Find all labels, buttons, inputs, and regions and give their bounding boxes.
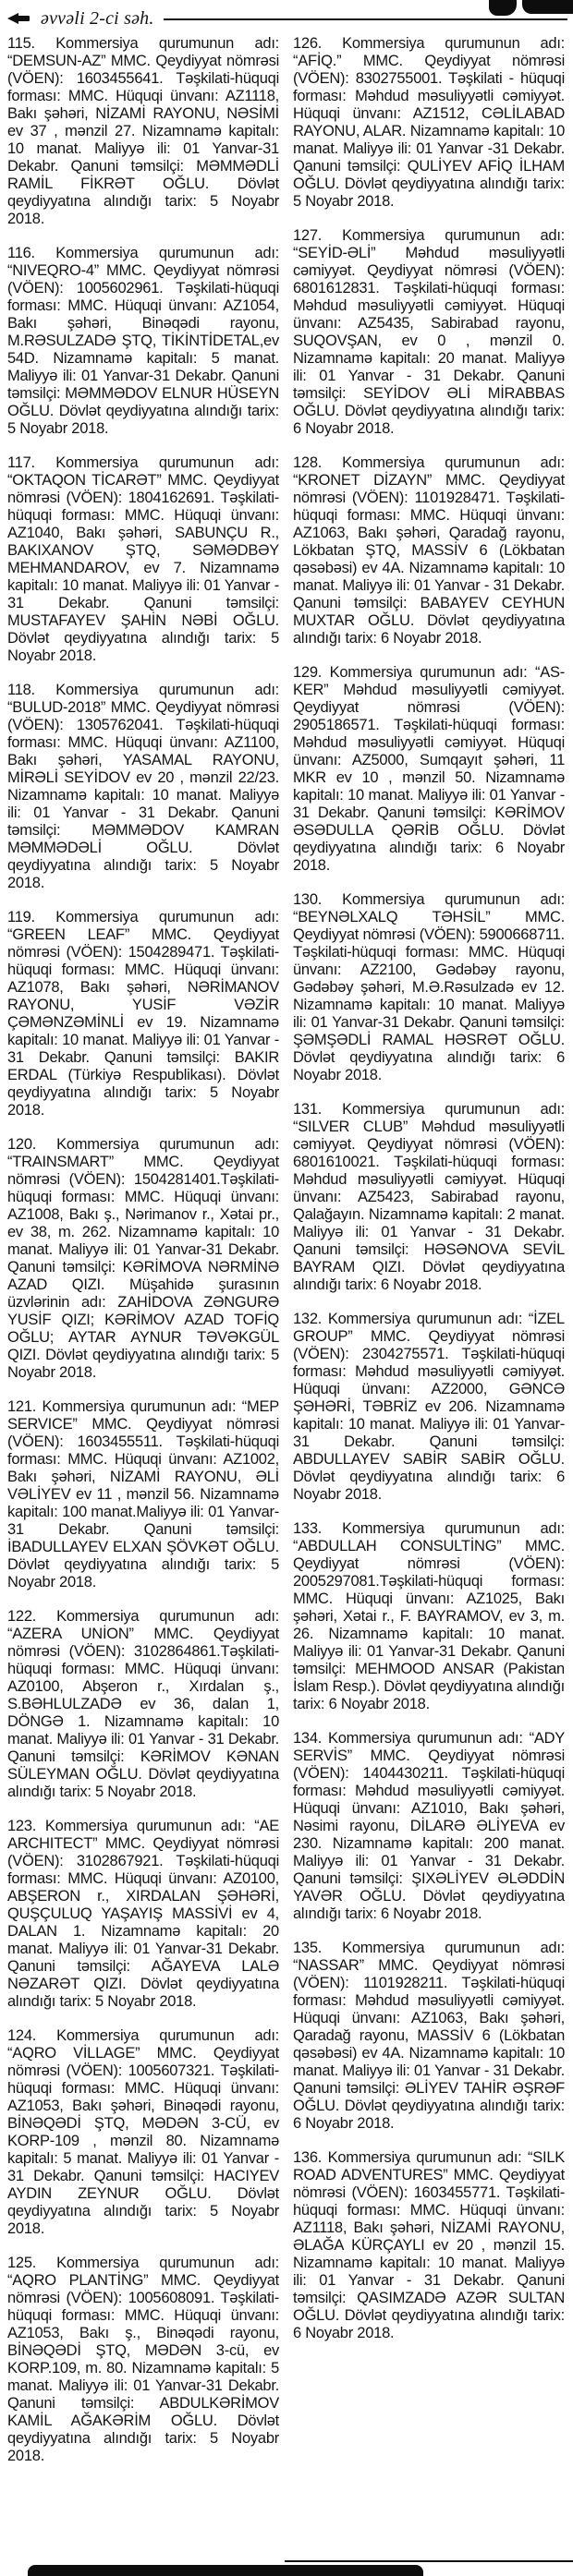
entry-number: 134. bbox=[293, 1730, 328, 1747]
registry-entry-136 bbox=[293, 2149, 565, 2342]
entry-text: Kommersiya qurumunun adı: “SEYİD-ƏLİ” Məhdud məsuliyyətli cəmiyyət. Qeydiyyat nömrəsi (VÖEN): 6801612831. Təşkilati-hüquqi forması: Məhdud məsuliyyətli cəmiyyət. Hüquqi ünvanı: AZ5435, Sabirabad rayonu, SUQOVŞAN, ev 0 , mənzil 0. Nizamnamə kapitalı: 20 manat. Maliyyə ili: 01 Yanvar - 31 Dekabr. Qanuni təmsilçi: SEYİDOV ƏLİ MİRABBAS OĞLU. Dövlət qeydiyyatına alındığı tarix: 6 Noyabr 2018. bbox=[293, 227, 566, 437]
registry-entry-121 bbox=[7, 1398, 279, 1591]
arrow-left-icon bbox=[7, 13, 31, 25]
entry-text: Kommersiya qurumunun adı: “OKTAQON TİCARƏT” MMC. Qeydiyyat nömrəsi (VÖEN): 1804162691. Təşkilati-hüquqi forması: MMC. Hüquqi ünvanı: AZ1040, Bakı şəhəri, SABUNÇU R., BAKIXANOV ŞTQ, SƏMƏDBƏY MEHMANDAROV, ev 7. Nizamnamə kapitalı: 10 manat. Maliyyə ili: 01 Yanvar - 31 Dekabr. Qanuni təmsilçi: MUSTAFAYEV ŞAHİN NƏBİ OĞLU. Dövlət qeydiyyatına alındığı tarix: 5 Noyabr 2018. bbox=[7, 454, 279, 664]
continuation-header bbox=[0, 0, 573, 31]
registry-entry-130 bbox=[293, 891, 565, 1084]
registry-entry-128 bbox=[293, 454, 565, 647]
entry-number: 120. bbox=[7, 1136, 57, 1153]
entry-text: Kommersiya qurumunun adı: “AQRO VİLLAGE” MMC. Qeydiyyat nömrəsi (VÖEN): 1005607321. Təşkilati-hüquqi forması: MMC. Hüquqi ünvanı: AZ1053, Bakı şəhəri, Binəqədi rayonu, BİNƏQƏDİ ŞTQ, MƏDƏN 3-CÜ, ev KORP-109 , mənzil 80. Nizamnamə kapitalı: 5 manat. Maliyyə ili: 01 Yanvar - 31 Dekabr. Qanuni təmsilçi: HACIYEV AYDIN ZEYNUR OĞLU. Dövlət qeydiyyatına alındığı tarix: 5 Noyabr 2018. bbox=[7, 2027, 280, 2237]
entry-text: Kommersiya qurumunun adı: “AFİQ.” MMC. Qeydiyyat nömrəsi (VÖEN): 8302755001. Təşkilati - hüquqi forması: Məhdud məsuliyyətli cəmiyyət. Hüquqi ünvanı: AZ1512, CƏLİLABAD RAYONU, ALAR. Nizamnamə kapitalı: 10 manat. Maliyyə ili: 01 Yanvar -31 Dekabr. Qanuni təmsilçi: QULİYEV AFİQ İLHAM OĞLU. Dövlət qeydiyyatına alındığı tarix: 5 Noyabr 2018. bbox=[293, 35, 566, 210]
registry-entry-126 bbox=[293, 35, 565, 211]
entry-text: Kommersiya qurumunun adı: “DEMSUN-AZ” MMC. Qeydiyyat nömrəsi (VÖEN): 1603455641. Təşkilati-hüquqi forması: MMC. Hüquqi ünvanı: AZ1118, Bakı şəhəri, NİZAMİ RAYONU, NƏSİMİ ev 37 , mənzil 27. Nizamnamə kapitalı: 10 manat. Maliyyə ili: 01 Yanvar-31 Dekabr. Qanuni təmsilçi: MƏMMƏDLİ RAMİL FİKRƏT OĞLU. Dövlət qeydiyyatına alındığı tarix: 5 Noyabr 2018. bbox=[7, 35, 279, 227]
registry-entry-116 bbox=[7, 245, 279, 438]
entry-text: Kommersiya qurumunun adı: “MEP SERVICE” MMC. Qeydiyyat nömrəsi (VÖEN): 1603455511. Təşkilati-hüquqi forması: MMC. Hüquqi ünvanı: AZ1002, Bakı şəhəri, NİZAMİ RAYONU, ƏLİ VƏLİYEV ev 11 , mənzil 56. Nizamnamə kapitalı: 100 manat.Maliyyə ili: 01 Yanvar-31 Dekabr. Qanuni təmsilçi: İBADULLAYEV ELXAN ŞÖVKƏT OĞLU. Dövlət qeydiyyatına alındığı tarix: 5 Noyabr 2018. bbox=[7, 1398, 279, 1590]
registry-entry-120 bbox=[7, 1136, 279, 1382]
entry-number: 115. bbox=[7, 35, 56, 52]
entry-text: Kommersiya qurumunun adı: “NASSAR” MMC. Qeydiyyat nömrəsi (VÖEN): 1101928211. Təşkilati-hüquqi forması: Məhdud məsuliyyətli cəmiyyət. Hüquqi ünvanı: AZ1063, Bakı şəhəri, Qaradağ rayonu, MASSİV 6 (Lökbatan qəsəbəsi) ev 4A. Nizamnamə kapitalı: 10 manat. Maliyyə ili: 01 Yanvar - 31 Dekabr. Qanuni təmsilçi: ƏLİYEV TAHİR ƏŞRƏF OĞLU. Dövlət qeydiyyatına alındığı tarix: 6 Noyabr 2018. bbox=[293, 1940, 566, 2132]
entry-text: Kommersiya qurumunun adı: “İZEL GROUP” MMC. Qeydiyyat nömrəsi (VÖEN): 2304275571. Təşkilati-hüquqi forması: Məhdud məsuliyyətli cəmiyyət. Hüquqi ünvanı: AZ2000, GƏNCƏ ŞƏHƏRİ, TƏBRİZ ev 206. Nizamnamə kapitalı: 10 manat. Maliyyə ili: 01 Yanvar-31 Dekabr. Qanuni təmsilçi: ABDULLAYEV SABİR SABİR OĞLU. Dövlət qeydiyyatına alındığı tarix: 6 Noyabr 2018. bbox=[293, 1311, 565, 1503]
entry-number: 129. bbox=[293, 664, 330, 681]
registry-entry-124 bbox=[7, 2027, 279, 2238]
registry-entry-118 bbox=[7, 682, 279, 892]
bottom-rule bbox=[285, 2560, 573, 2562]
registry-columns bbox=[0, 31, 573, 2482]
entry-number: 126. bbox=[293, 35, 343, 52]
entry-number: 125. bbox=[7, 2255, 57, 2271]
entry-text: Kommersiya qurumunun adı: “TRAINSMART” MMC. Qeydiyyat nömrəsi (VÖEN): 1504281401.Təşkilati-hüquqi forması: MMC. Hüquqi ünvanı: AZ1008, Bakı ş., Nərimanov r., Xətai pr., ev 38, m. 262. Nizamnamə kapitalı: 10 manat. Maliyyə ili: 01 Yanvar-31 Dekabr. Qanuni təmsilçi: KƏRİMOVA NƏRMİNƏ AZAD QIZI. Müşahidə şurasının üzvlərinin adı: ZAHİDOVA ZƏNGURƏ YUSİF QIZI; KƏRİMOV AZAD TOFİQ OĞLU; AYTAR AYNUR TƏVƏKGÜL QIZI. Dövlət qeydiyyatına alındığı tarix: 5 Noyabr 2018. bbox=[7, 1136, 280, 1381]
entry-number: 119. bbox=[7, 909, 56, 925]
registry-entry-133 bbox=[293, 1520, 565, 1713]
entry-number: 128. bbox=[293, 454, 343, 471]
registry-entry-129 bbox=[293, 664, 565, 875]
entry-text: Kommersiya qurumunun adı: “NIVEQRO-4” MMC. Qeydiyyat nömrəsi (VÖEN): 1005602961. Təşkilati-hüquqi forması: MMC. Hüquqi ünvanı: AZ1054, Bakı şəhəri, Binəqədi rayonu, M.RƏSULZADƏ ŞTQ, TİKİNTİDETAL,ev 54D. Nizamnamə kapitalı: 5 manat. Maliyyə ili: 01 Yanvar-31 Dekabr. Qanuni təmsilçi: MƏMMƏDOV ELNUR HÜSEYN OĞLU. Dövlət qeydiyyatına alındığı tarix: 5 Noyabr 2018. bbox=[7, 245, 279, 437]
registry-entry-131 bbox=[293, 1101, 565, 1294]
entry-number: 131. bbox=[293, 1101, 343, 1118]
registry-entry-123 bbox=[7, 1818, 279, 2011]
registry-entry-125 bbox=[7, 2255, 279, 2465]
registry-entry-122 bbox=[7, 1608, 279, 1801]
header-rule bbox=[164, 18, 567, 20]
entry-number: 122. bbox=[7, 1608, 57, 1625]
entry-text: Kommersiya qurumunun adı: “ADY SERVİS” MMC. Qeydiyyat nömrəsi (VÖEN): 1404430211. Təşkilati-hüquqi forması: Məhdud məsuliyyətli cəmiyyət. Hüquqi ünvanı: AZ1010, Bakı şəhəri, Nəsimi rayonu, DİLARƏ ƏLİYEVA ev 230. Nizamnamə kapitalı: 200 manat. Maliyyə ili: 01 Yanvar - 31 Dekabr. Qanuni təmsilçi: ŞIXƏLİYEV ƏLƏDDİN YAVƏR OĞLU. Dövlət qeydiyyatına alındığı tarix: 6 Noyabr 2018. bbox=[293, 1730, 565, 1922]
column-left bbox=[7, 35, 279, 2482]
entry-number: 135. bbox=[293, 1940, 343, 1956]
entry-text: Kommersiya qurumunun adı: “SILVER CLUB” Məhdud məsuliyyətli cəmiyyət. Qeydiyyat nömrəsi (VÖEN): 6801610021. Təşkilati-hüquqi forması: Məhdud məsuliyyətli cəmiyyət. Hüquqi ünvanı: AZ5423, Sabirabad rayonu, Qalağayın. Nizamnamə kapitalı: 2 manat. Maliyyə ili: 01 Yanvar - 31 Dekabr. Qanuni təmsilçi: HƏSƏNOVA SEVİL BAYRAM QIZI. Dövlət qeydiyyatına alındığı tarix: 6 Noyabr 2018. bbox=[293, 1101, 566, 1293]
entry-number: 123. bbox=[7, 1818, 45, 1834]
registry-entry-132 bbox=[293, 1311, 565, 1504]
entry-number: 118. bbox=[7, 682, 56, 698]
entry-text: Kommersiya qurumunun adı: “ABDULLAH CONSULTİNG” MMC. Qeydiyyat nömrəsi (VÖEN): 2005297081.Təşkilati-hüquqi forması: MMC. Hüquqi ünvanı: AZ1025, Bakı şəhəri, Xətai r., F. BAYRAMOV, ev 3, m. 26. Nizamnamə kapitalı: 10 manat. Maliyyə ili: 01 Yanvar-31 Dekabr. Qanuni təmsilçi: MEHMOOD ANSAR (Pakistan İslam Resp.). Dövlət qeydiyyatına alındığı tarix: 6 Noyabr 2018. bbox=[293, 1520, 566, 1712]
entry-text: Kommersiya qurumunun adı: “GREEN LEAF” MMC. Qeydiyyat nömrəsi (VÖEN): 1504289471. Təşkilati-hüquqi forması: MMC. Hüquqi ünvanı: AZ1078, Bakı şəhəri, NƏRİMANOV RAYONU, YUSİF VƏZİR ÇƏMƏNZƏMİNLİ ev 19. Nizamnamə kapitalı: 10 manat. Maliyyə ili: 01 Yanvar - 31 Dekabr. Qanuni təmsilçi: BAKIR ERDAL (Türkiyə Respublikası). Dövlət qeydiyyatına alındığı tarix: 5 Noyabr 2018. bbox=[7, 909, 279, 1119]
entry-text: Kommersiya qurumunun adı: “SILK ROAD ADVENTURES” MMC. Qeydiyyat nömrəsi (VÖEN): 1603455771. Təşkilati-hüquqi forması: MMC. Hüquqi ünvanı: AZ1118, Bakı şəhəri, NİZAMİ RAYONU, ƏLAĞA KÜRÇAYLI ev 20 , mənzil 15. Nizamnamə kapitalı: 10 manat. Maliyyə ili: 01 Yanvar - 31 Dekabr. Qanuni təmsilçi: QASIMZADƏ AZƏR SULTAN OĞLU. Dövlət qeydiyyatına alındığı tarix: 6 Noyabr 2018. bbox=[293, 2149, 566, 2341]
column-right bbox=[293, 35, 565, 2482]
masthead-fragment bbox=[522, 0, 573, 14]
entry-number: 121. bbox=[7, 1398, 43, 1415]
continuation-note: əvvəli 2-ci səh. bbox=[41, 7, 154, 29]
registry-entry-135 bbox=[293, 1940, 565, 2133]
entry-text: Kommersiya qurumunun adı: “KRONET DİZAYN” MMC. Qeydiyyat nömrəsi (VÖEN): 1101928471. Təşkilati-hüquqi forması: MMC. Hüquqi ünvanı: AZ1063, Bakı şəhəri, Qaradağ rayonu, Lökbatan ŞTQ, MASSİV 6 (Lökbatan qəsəbəsi) ev 4A. Nizamnamə kapitalı: 10 manat. Maliyyə ili: 01 Yanvar - 31 Dekabr. Qanuni təmsilçi: BABAYEV CEYHUN MUXTAR OĞLU. Dövlət qeydiyyatına alındığı tarix: 6 Noyabr 2018. bbox=[293, 454, 566, 647]
entry-text: Kommersiya qurumunun adı: “AS-KER” Məhdud məsuliyyətli cəmiyyət. Qeydiyyat nömrəsi (VÖEN): 2905186571. Təşkilati-hüquqi forması: Məhdud məsuliyyətli cəmiyyət. Hüquqi ünvanı: AZ5000, Sumqayıt şəhəri, 11 MKR ev 10 , mənzil 50. Nizamnamə kapitalı: 10 manat. Maliyyə ili: 01 Yanvar - 31 Dekabr. Qanuni təmsilçi: KƏRİMOV ƏSƏDULLA QƏRİB OĞLU. Dövlət qeydiyyatına alındığı tarix: 6 Noyabr 2018. bbox=[293, 664, 565, 874]
entry-number: 116. bbox=[7, 245, 56, 261]
entry-number: 132. bbox=[293, 1311, 328, 1327]
registry-entry-127 bbox=[293, 227, 565, 438]
next-section-banner-cutoff bbox=[28, 2565, 423, 2576]
entry-number: 117. bbox=[7, 454, 56, 471]
entry-text: Kommersiya qurumunun adı: “AE ARCHITECT” MMC. Qeydiyyat nömrəsi (VÖEN): 3102867921. Təşkilati-hüquqi forması: MMC. Hüquqi ünvanı: AZ0100, ABŞERON r., XIRDALAN ŞƏHƏRİ, QUŞÇULUQ YAŞAYIŞ MASSİVİ ev 4, DALAN 1. Nizamnamə kapitalı: 20 manat. Maliyyə ili: 01 Yanvar-31 Dekabr. Qanuni təmsilçi: AĞAYEVA LALƏ NƏZARƏT QIZI. Dövlət qeydiyyatına alındığı tarix: 5 Noyabr 2018. bbox=[7, 1818, 279, 2010]
entry-number: 130. bbox=[293, 891, 343, 908]
entry-number: 136. bbox=[293, 2149, 328, 2166]
entry-number: 133. bbox=[293, 1520, 343, 1537]
entry-text: Kommersiya qurumunun adı: “AZERA UNİON” MMC. Qeydiyyat nömrəsi (VÖEN): 3102864861.Təşkilati-hüquqi forması: MMC. Hüquqi ünvanı: AZ0100, Abşeron r., Xırdalan ş., S.BƏHLULZADƏ ev 36, dalan 1, DÖNGƏ 1. Nizamnamə kapitalı: 10 manat. Maliyyə ili: 01 Yanvar - 31 Dekabr. Qanuni təmsilçi: KƏRİMOV KƏNAN SÜLEYMAN OĞLU. Dövlət qeydiyyatına alındığı tarix: 5 Noyabr 2018. bbox=[7, 1608, 280, 1800]
entry-number: 127. bbox=[293, 227, 343, 244]
entry-number: 124. bbox=[7, 2027, 57, 2044]
entry-text: Kommersiya qurumunun adı: “BULUD-2018” MMC. Qeydiyyat nömrəsi (VÖEN): 1305762041. Təşkilati-hüquqi forması: MMC. Hüquqi ünvanı: AZ1100, Bakı şəhəri, YASAMAL RAYONU, MİRƏLİ SEYİDOV ev 20 , mənzil 22/23. Nizamnamə kapitalı: 10 manat. Maliyyə ili: 01 Yanvar - 31 Dekabr. Qanuni təmsilçi: MƏMMƏDOV KAMRAN MƏMMƏDƏLİ OĞLU. Dövlət qeydiyyatına alındığı tarix: 5 Noyabr 2018. bbox=[7, 682, 279, 891]
entry-text: Kommersiya qurumunun adı: “BEYNƏLXALQ TƏHSİL” MMC. Qeydiyyat nömrəsi (VÖEN): 5900668711. Təşkilati-hüquqi forması: MMC. Hüquqi ünvanı: AZ2100, Gədəbəy rayonu, Gədəbəy şəhəri, M.Ə.Rəsulzadə ev 12. Nizamnamə kapitalı: 10 manat. Maliyyə ili: 01 Yanvar-31 Dekabr. Qanuni təmsilçi: ŞƏMŞƏDLİ RAMAL HƏSRƏT OĞLU. Dövlət qeydiyyatına alındığı tarix: 6 Noyabr 2018. bbox=[293, 891, 566, 1083]
registry-entry-117 bbox=[7, 454, 279, 665]
registry-entry-115 bbox=[7, 35, 279, 228]
entry-text: Kommersiya qurumunun adı: “AQRO PLANTİNG” MMC. Qeydiyyat nömrəsi (VÖEN): 1005608091. Təşkilati-hüquqi forması: MMC. Hüquqi ünvanı: AZ1053, Bakı ş., Binəqədi rayonu, BİNƏQƏDİ ŞTQ, MƏDƏN 3-cü, ev KORP.109, m. 80. Nizamnamə kapitalı: 5 manat. Maliyyə ili: 01 Yanvar-31 Dekabr. Qanuni təmsilçi: ABDULKƏRİMOV KAMİL AĞAKƏRİM OĞLU. Dövlət qeydiyyatına alındığı tarix: 5 Noyabr 2018. bbox=[7, 2255, 280, 2464]
registry-entry-119 bbox=[7, 909, 279, 1119]
registry-entry-134 bbox=[293, 1730, 565, 1923]
